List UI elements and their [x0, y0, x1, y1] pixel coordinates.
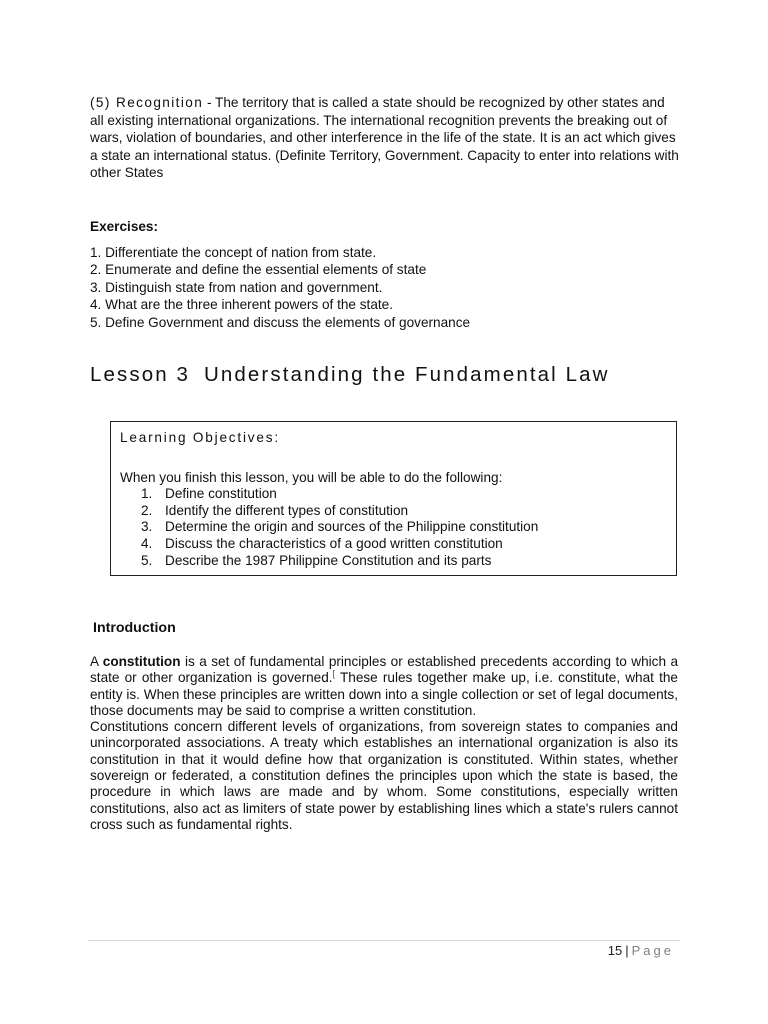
objectives-heading: Learning Objectives:	[120, 430, 280, 445]
objective-text: Discuss the characteristics of a good written constitution	[165, 536, 503, 552]
footer-separator: |	[625, 943, 629, 958]
page-number: 15	[607, 943, 623, 958]
lesson-number: Lesson 3	[90, 363, 191, 386]
objectives-intro: When you finish this lesson, you will be able to do the following:	[120, 470, 503, 485]
footnote-reference-link[interactable]: [	[332, 668, 336, 679]
recognition-term: (5) Recognition	[90, 95, 204, 110]
objective-item	[141, 552, 538, 570]
recognition-paragraph	[90, 94, 680, 182]
page-word: Page	[631, 943, 674, 958]
footer-divider	[88, 940, 680, 941]
recognition-dash: -	[203, 95, 216, 110]
objective-text: Describe the 1987 Philippine Constitution and its parts	[165, 552, 492, 568]
objective-text: Define constitution	[165, 486, 277, 501]
lesson-name: Understanding the Fundamental Law	[204, 363, 610, 386]
objective-item	[141, 536, 538, 553]
intro-lead: A	[90, 654, 103, 669]
objective-item	[141, 502, 538, 520]
introduction-paragraph-2: Constitutions concern different levels of organizations, from sovereign states to companies and unincorporated associations. A treaty which establishes an international organization is also its constitution in that it would define how that organization is constituted. Within states, whether sovereign or federated, a constitution defines the principles upon which the state is based, the procedure in which laws are made and by whom. Some constitutions, especially written constitutions, also act as limiters of state power by establishing lines which a state's rulers cannot cross such as fundamental rights.	[90, 719, 678, 832]
objective-item	[141, 519, 539, 536]
page-footer	[608, 943, 674, 958]
objective-number: 5.	[141, 552, 153, 568]
exercise-item: 3. Distinguish state from nation and government.	[90, 279, 383, 295]
exercises-heading: Exercises:	[90, 219, 159, 234]
exercise-item: 2. Enumerate and define the essential elements of state	[90, 262, 427, 278]
objective-number: 2.	[141, 502, 153, 518]
lesson-title	[90, 363, 610, 387]
intro-text-b: These rules together make up, i.e. constitute, what the entity is. When these principles are written down into a single collection or set of legal documents, those documents may be said to comprise a written constitution.	[90, 670, 678, 718]
objectives-list	[141, 486, 539, 570]
exercise-item: 5. Define Government and discuss the elements of governance	[90, 314, 471, 330]
objective-item	[141, 486, 538, 503]
learning-objectives-box	[110, 421, 677, 576]
objective-text: Determine the origin and sources of the Philippine constitution	[165, 519, 539, 535]
introduction-heading: Introduction	[93, 620, 176, 636]
objective-number: 1.	[141, 486, 153, 501]
recognition-text: The territory that is called a state should be recognized by other states and all existing international organizations. The international recognition prevents the breaking out of wars, violation of boundaries, and other interference in the life of the state. It is an act which gives a state an international status. (Definite Territory, Government. Capacity to enter into relations with other States	[90, 95, 679, 181]
exercise-item: 1. Differentiate the concept of nation from state.	[90, 245, 377, 260]
objective-number: 4.	[141, 536, 153, 552]
exercises-list	[90, 244, 690, 331]
constitution-term: constitution	[102, 654, 181, 669]
intro-text-a: is a set of fundamental principles or established precedents according to which a state or other organization is governed.	[90, 654, 679, 686]
introduction-body	[90, 654, 678, 833]
objective-text: Identify the different types of constitution	[165, 502, 409, 518]
exercise-item: 4. What are the three inherent powers of the state.	[90, 297, 394, 313]
introduction-paragraph-1	[90, 654, 678, 719]
objective-number: 3.	[141, 519, 153, 535]
